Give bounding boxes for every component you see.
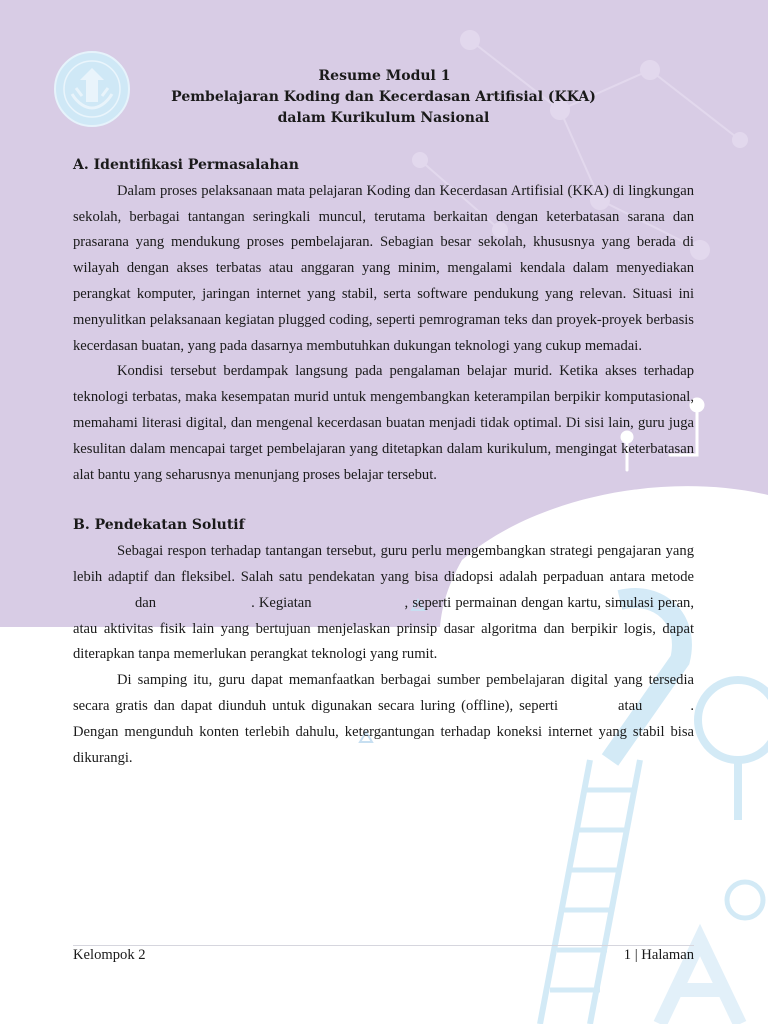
section-a-paragraph-1: Dalam proses pelaksanaan mata pelajaran Koding dan Kecerdasan Artifisial (KKA) di lingkungan sekolah, berbagai tantangan seringkali muncul, terutama berkaitan dengan keterbatasan sarana dan prasarana yang mendukung proses pembelajaran. Sebagian besar sekolah, khususnya yang berada di wilayah dengan akses terbatas atau anggaran yang minim, mengalami kendala dalam menyediakan perangkat komputer, jaringan internet yang stabil, serta software pendukung yang relevan. Situasi ini menyulitkan pelaksanaan kegiatan plugged coding, seperti pemrograman teks dan proyek-proyek berbasis kecerdasan buatan, yang pada dasarnya membutuhkan dukungan teknologi yang cukup memadai. [73,182,694,354]
footer-group-label: Kelompok 2 [73,947,146,963]
section-a-paragraph-2: Kondisi tersebut berdampak langsung pada pengalaman belajar murid. Ketika akses terhadap teknologi terbatas, maka kesempatan murid untuk mengembangkan keterampilan berpikir komputasional, memahami literasi digital, dan mengenal kecerdasan buatan menjadi tidak optimal. Di sisi lain, guru juga kesulitan dalam mencapai target pembelajaran yang ditetapkan dalam kurikulum, mengingat keterbatasan alat bantu yang seharusnya menunjang proses belajar tersebut. [73,363,694,483]
section-b-paragraph-2 [73,668,694,771]
section-b-p2-text-2: atau [618,697,643,714]
footer-page-number: 1 | Halaman [623,947,694,963]
section-a-heading: A. Identifikasi Permasalahan [73,157,299,173]
document-subtitle-line2: dalam Kurikulum Nasional [277,110,490,126]
section-b-p1-text-3: . Kegiatan [251,594,312,611]
title-block [73,66,694,129]
section-b-paragraph-1 [73,539,694,668]
section-b-heading: B. Pendekatan Solutif [73,517,245,534]
document-subtitle-line1: Pembelajaran Koding dan Kecerdasan Artifisial (KKA) [171,89,596,105]
section-b-p1-text-4: , seperti permainan dengan kartu, simulasi peran, atau aktivitas fisik lain yang bertujuan menjelaskan prinsip dasar algoritma dan berpikir logis, dapat diterapkan tanpa memerlukan perangkat teknologi yang rumit. [73,594,694,663]
document-title: Resume Modul 1 [318,68,451,84]
page-footer [73,945,694,964]
document-body [73,66,694,771]
section-b-p1-text-2: dan [135,594,157,611]
section-b-p2-text-3: . Dengan mengunduh konten terlebih dahulu, ketergantungan terhadap koneksi internet yang stabil bisa dikurangi. [73,697,694,766]
section-b-p1-text-1: Sebagai respon terhadap tantangan tersebut, guru perlu mengembangkan strategi pengajaran yang lebih adaptif dan fleksibel. Salah satu pendekatan yang bisa diadopsi adalah perpaduan antara metode [73,543,694,585]
section-b-p2-text-1: Di samping itu, guru dapat memanfaatkan berbagai sumber pembelajaran digital yang tersedia secara gratis dan dapat diunduh untuk digunakan secara luring (offline), seperti [73,672,694,714]
